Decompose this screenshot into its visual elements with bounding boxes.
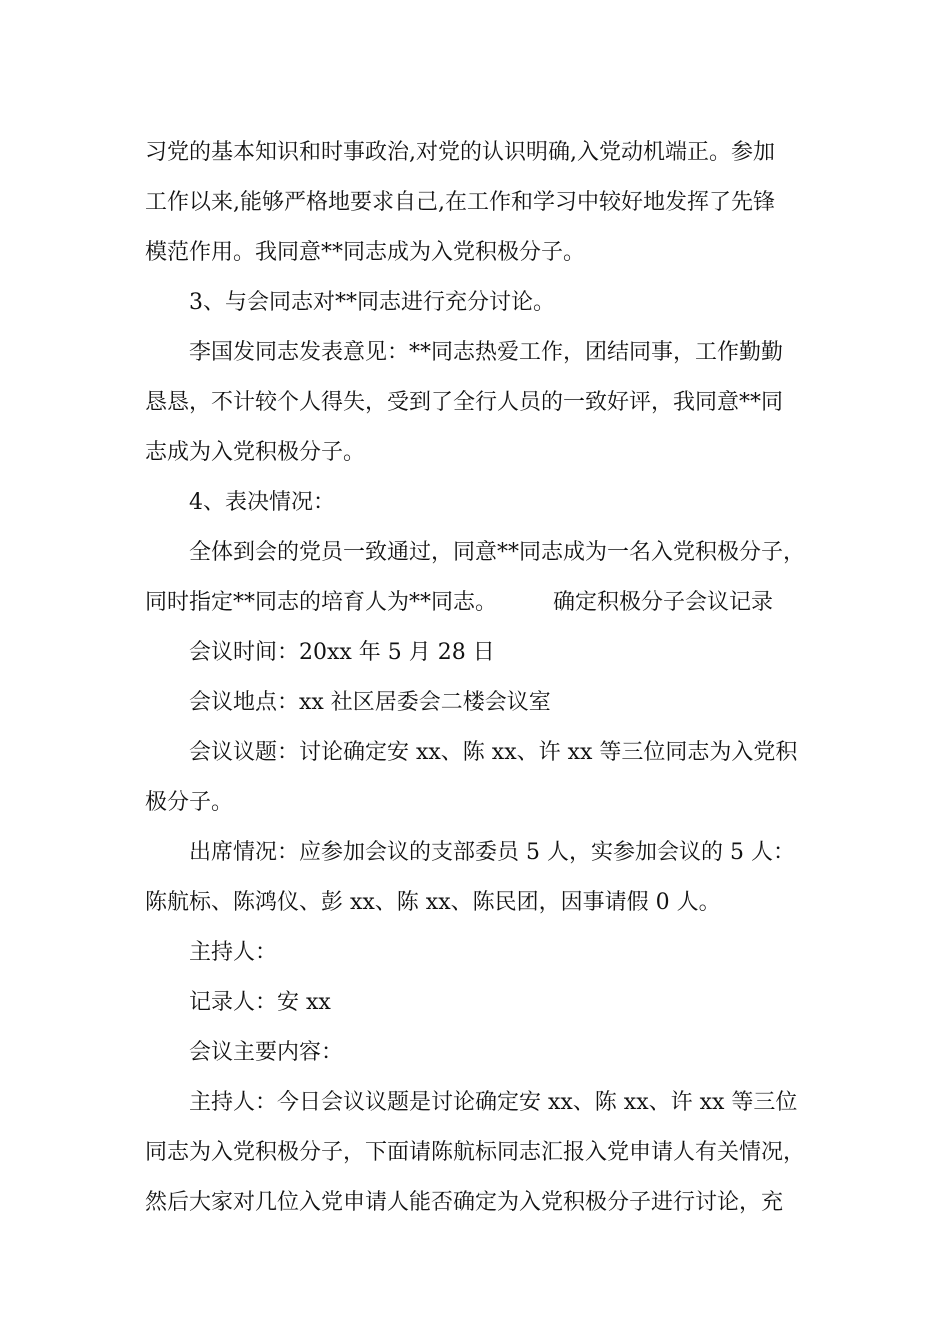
paragraph-line: 李国发同志发表意见：**同志热爱工作，团结同事，工作勤勤 — [189, 340, 784, 365]
paragraph-line: 然后大家对几位入党申请人能否确定为入党积极分子进行讨论，充 — [145, 1190, 784, 1215]
meeting-topic-line: 会议议题：讨论确定安 xx、陈 xx、许 xx 等三位同志为入党积 — [189, 740, 798, 765]
paragraph-line: 志成为入党积极分子。 — [145, 440, 366, 465]
paragraph-line: 主持人：今日会议议题是讨论确定安 xx、陈 xx、许 xx 等三位 — [189, 1090, 798, 1115]
paragraph-line: 恳恳，不计较个人得失，受到了全行人员的一致好评，我同意**同 — [145, 390, 784, 415]
attendance-line: 出席情况：应参加会议的支部委员 5 人，实参加会议的 5 人： — [189, 840, 795, 865]
paragraph-line: 全体到会的党员一致通过，同意**同志成为一名入党积极分子， — [189, 540, 806, 565]
paragraph-line: 模范作用。我同意**同志成为入党积极分子。 — [145, 240, 586, 265]
paragraph-line: 4、表决情况： — [189, 490, 335, 515]
paragraph-line: 同志为入党积极分子，下面请陈航标同志汇报入党申请人有关情况， — [145, 1140, 806, 1165]
paragraph-line: 陈航标、陈鸿仪、彭 xx、陈 xx、陈民团，因事请假 0 人。 — [145, 890, 721, 915]
paragraph-line: 同时指定**同志的培育人为**同志。 确定积极分子会议记录 — [145, 590, 773, 615]
host-line: 主持人： — [189, 940, 278, 965]
paragraph-line: 极分子。 — [145, 790, 234, 815]
paragraph-line: 工作以来,能够严格地要求自己,在工作和学习中较好地发挥了先锋 — [145, 190, 775, 215]
meeting-time-line: 会议时间：20xx 年 5 月 28 日 — [189, 640, 495, 665]
main-content-heading: 会议主要内容： — [189, 1040, 344, 1065]
paragraph-line: 3、与会同志对**同志进行充分讨论。 — [189, 290, 555, 315]
paragraph-line: 习党的基本知识和时事政治,对党的认识明确,入党动机端正。参加 — [145, 140, 775, 165]
recorder-line: 记录人：安 xx — [189, 990, 331, 1015]
document-body — [145, 128, 815, 1228]
meeting-location-line: 会议地点：xx 社区居委会二楼会议室 — [189, 690, 551, 715]
